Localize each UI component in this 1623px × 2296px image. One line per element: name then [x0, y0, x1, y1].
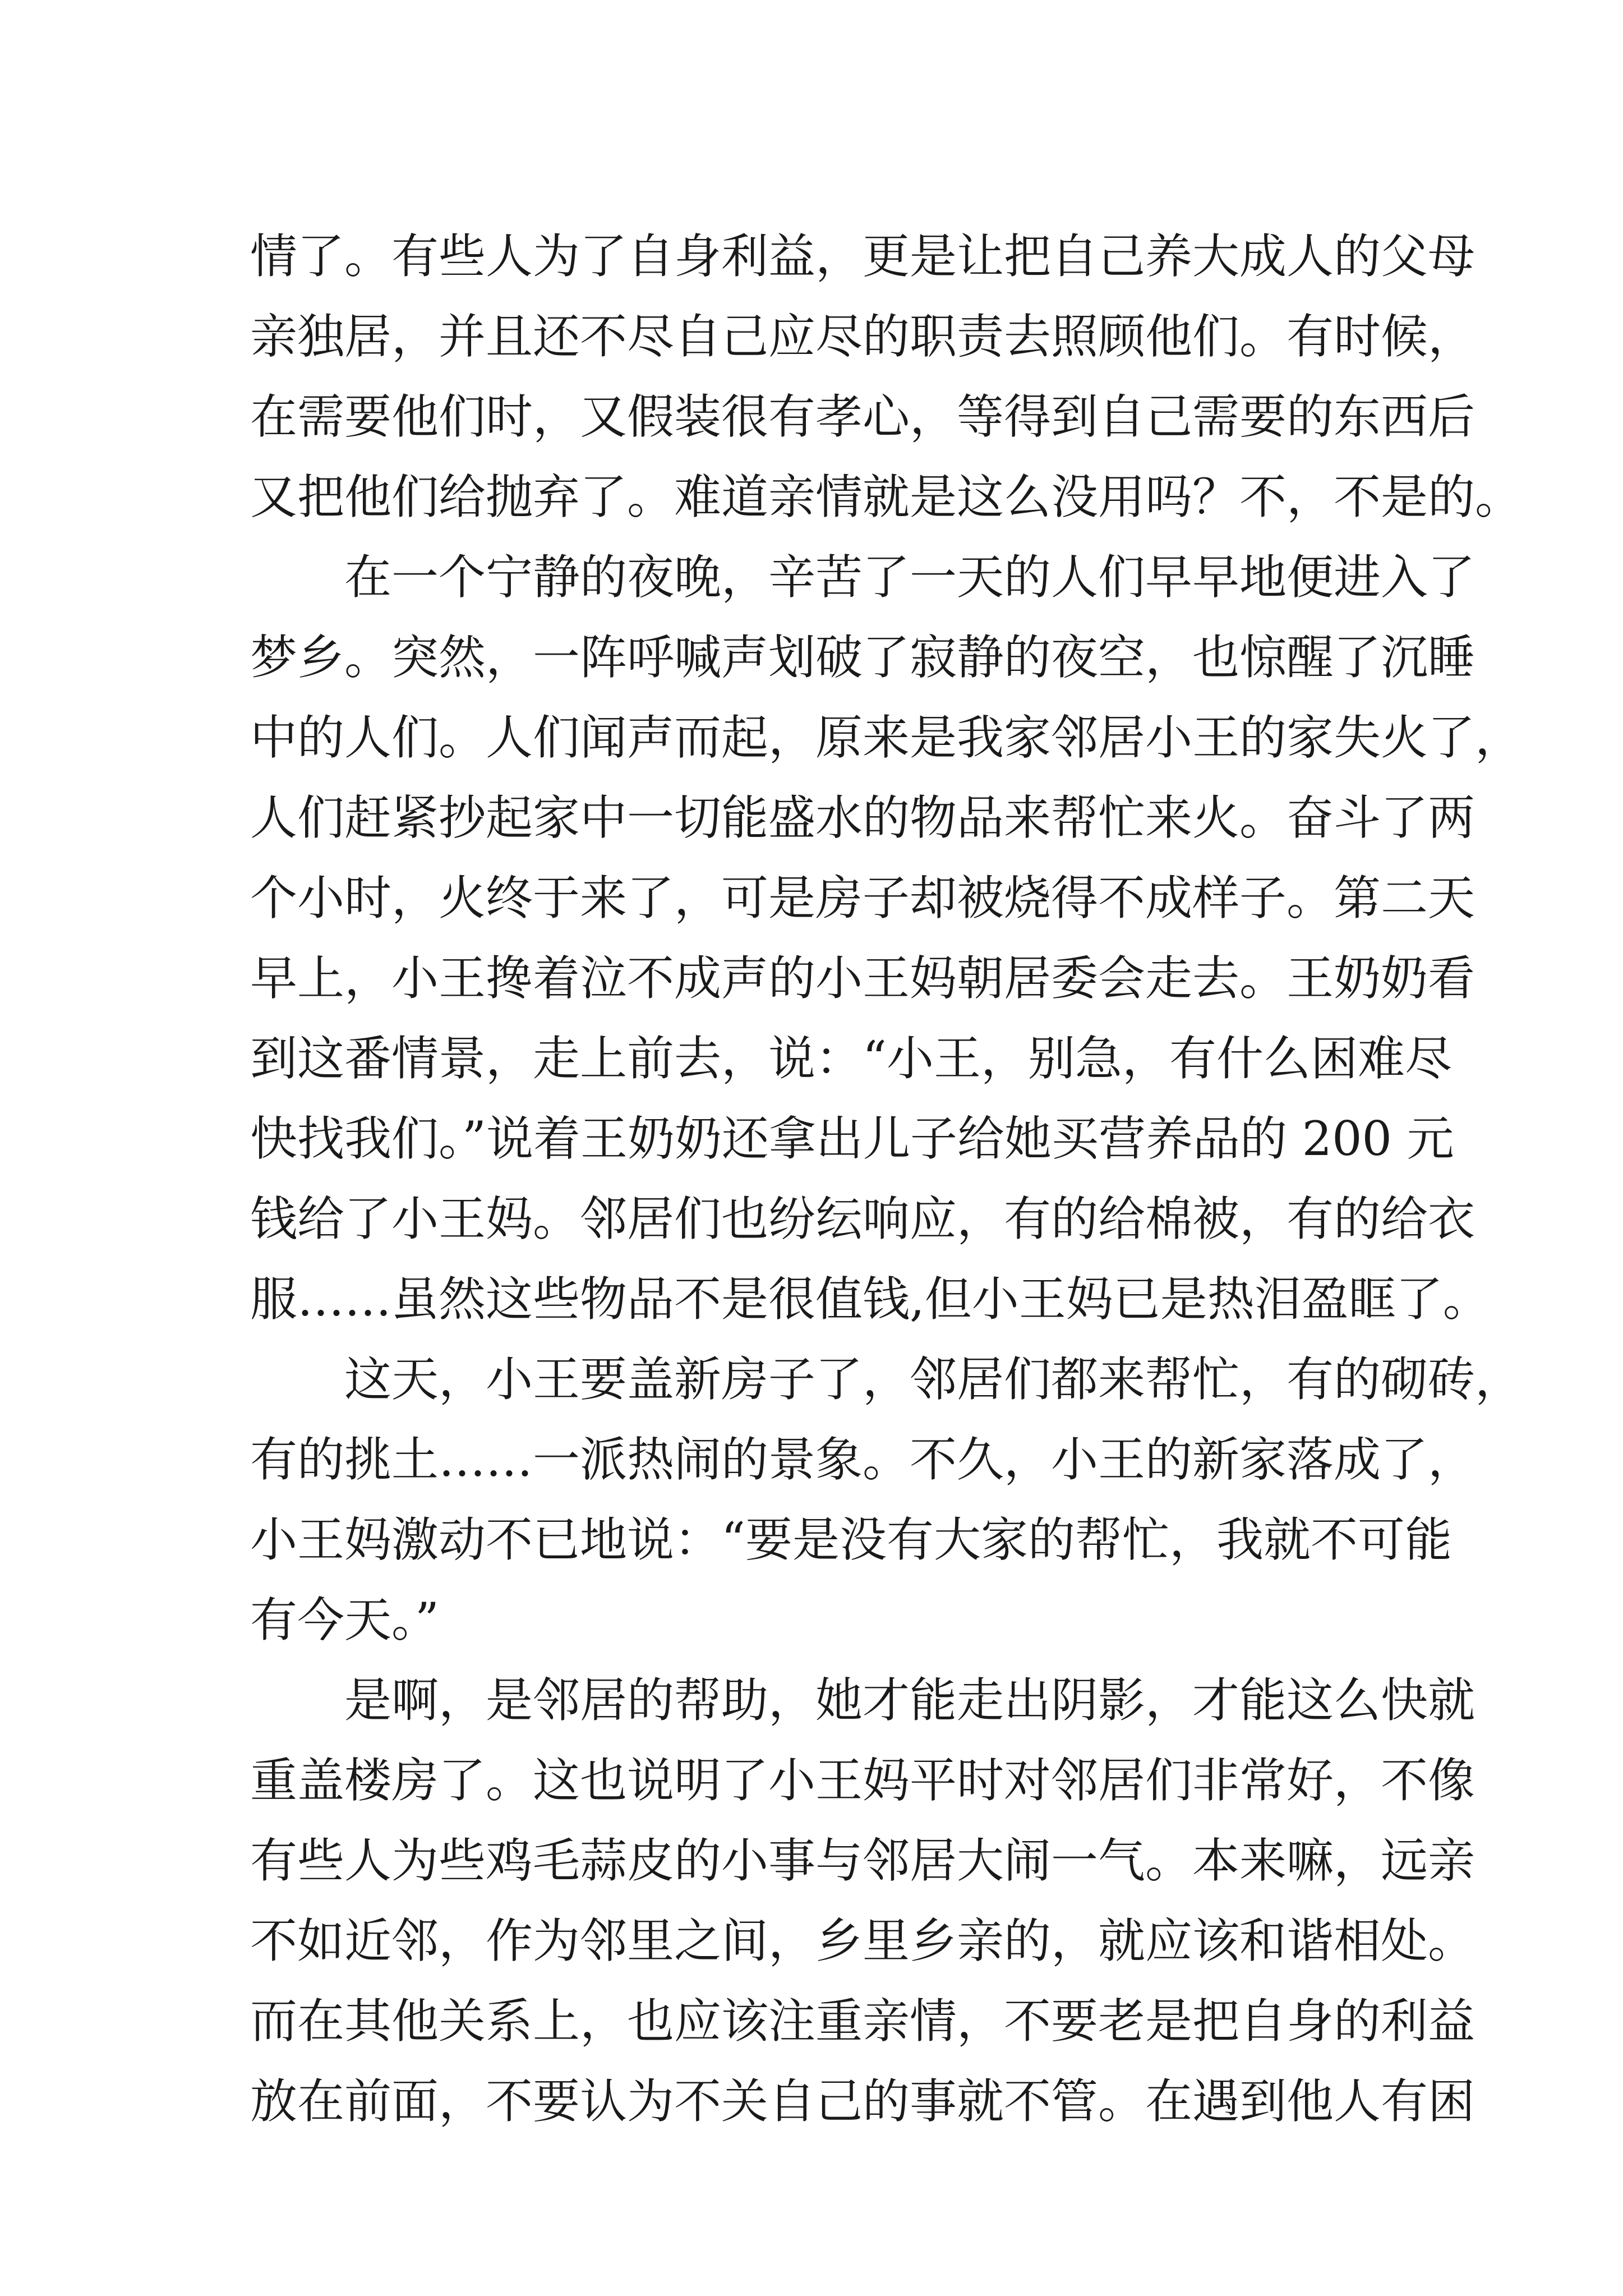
text-line: 在一个宁静的夜晚，辛苦了一天的人们早早地便进入了 [344, 550, 1476, 605]
text-line: 有的挑土……一派热闹的景象。不久，小王的新家落成了， [250, 1432, 1476, 1487]
text-line: 而在其他关系上，也应该注重亲情，不要老是把自身的利益 [250, 1994, 1476, 2049]
text-line: 快找我们。”说着王奶奶还拿出儿子给她买营养品的 200 元 [250, 1111, 1454, 1166]
text-line: 在需要他们时，又假装很有孝心，等得到自己需要的东西后 [250, 389, 1476, 444]
essay-body [250, 217, 1523, 2142]
text-line: 重盖楼房了。这也说明了小王妈平时对邻居们非常好，不像 [250, 1753, 1476, 1808]
text-line: 个小时，火终于来了，可是房子却被烧得不成样子。第二天 [250, 871, 1476, 926]
text-line: 早上，小王搀着泣不成声的小王妈朝居委会走去。王奶奶看 [250, 951, 1476, 1006]
text-line: 人们赶紧抄起家中一切能盛水的物品来帮忙来火。奋斗了两 [250, 790, 1476, 845]
text-line: 梦乡。突然，一阵呼喊声划破了寂静的夜空，也惊醒了沉睡 [250, 630, 1476, 685]
text-line: 小王妈激动不已地说：“要是没有大家的帮忙，我就不可能 [250, 1512, 1452, 1567]
text-line: 钱给了小王妈。邻居们也纷纭响应，有的给棉被，有的给衣 [250, 1191, 1476, 1246]
text-line: 亲独居，并且还不尽自己应尽的职责去照顾他们。有时候， [250, 309, 1476, 364]
text-line: 不如近邻，作为邻里之间，乡里乡亲的，就应该和谐相处。 [250, 1913, 1476, 1968]
text-line: 服……虽然这些物品不是很值钱,但小王妈已是热泪盈眶了。 [250, 1272, 1490, 1327]
text-line: 中的人们。人们闻声而起，原来是我家邻居小王的家失火了， [250, 710, 1523, 765]
text-line: 到这番情景，走上前去，说：“小王，别急，有什么困难尽 [250, 1031, 1452, 1086]
text-line: 放在前面，不要认为不关自己的事就不管。在遇到他人有困 [250, 2074, 1476, 2129]
text-line: 有今天。” [250, 1593, 439, 1648]
text-line: 是啊，是邻居的帮助，她才能走出阴影，才能这么快就 [344, 1673, 1476, 1728]
text-line: 这天，小王要盖新房子了，邻居们都来帮忙，有的砌砖， [344, 1352, 1523, 1407]
text-line: 情了。有些人为了自身利益，更是让把自己养大成人的父母 [250, 229, 1476, 284]
text-line: 有些人为些鸡毛蒜皮的小事与邻居大闹一气。本来嘛，远亲 [250, 1833, 1476, 1888]
text-line: 又把他们给抛弃了。难道亲情就是这么没用吗？不，不是的。 [250, 470, 1523, 524]
